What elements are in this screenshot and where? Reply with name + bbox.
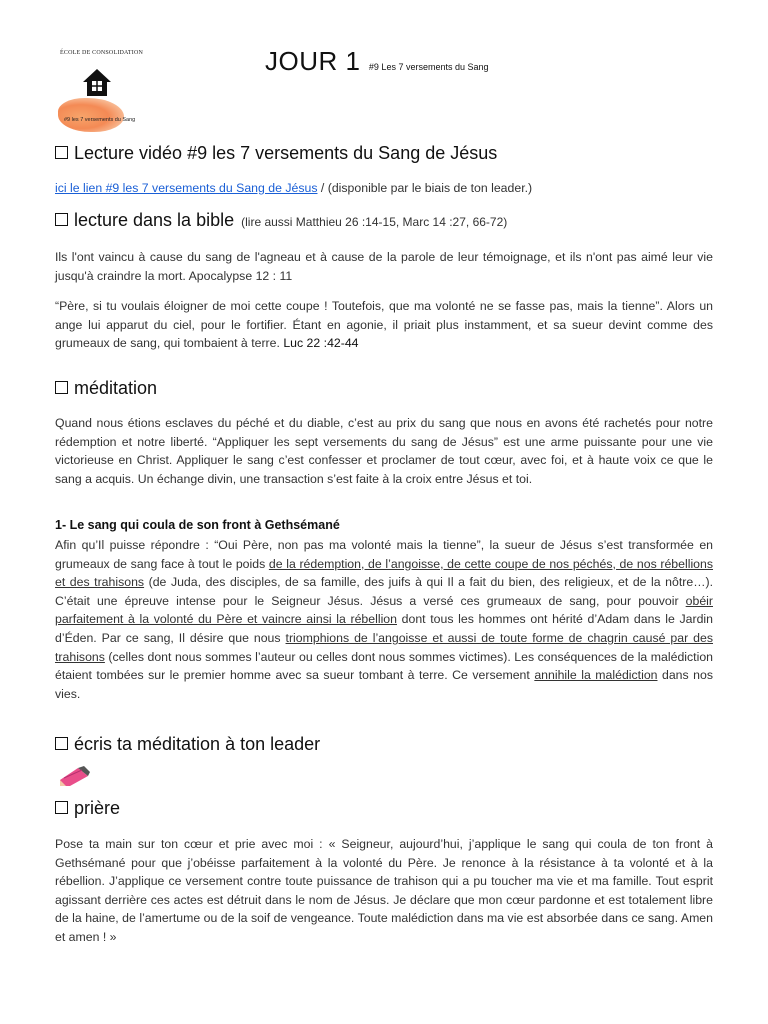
lesson-subtitle: #9 Les 7 versements du Sang bbox=[368, 62, 489, 72]
video-link-note: / (disponible par le biais de ton leader.) bbox=[317, 181, 533, 195]
prayer-checkbox[interactable] bbox=[55, 801, 68, 814]
bible-verse-2-text: “Père, si tu voulais éloigner de moi cette coupe ! Toutefois, que ma volonté ne se fasse pas, mais la tienne”. Alors un ange lui apparut du ciel, pour le fortifier. Étant en agonie, il priait plus instamment, et sa sueur devint comme des grumeaux de sang, qui tombaient à terre. bbox=[55, 299, 713, 351]
write-heading-text: écris ta méditation à ton leader bbox=[74, 734, 321, 754]
pencil-icon bbox=[58, 764, 90, 786]
bible-verse-2-ref: Luc 22 :42-44 bbox=[283, 336, 359, 351]
bible-verse-1: Ils l'ont vaincu à cause du sang de l'agneau et à cause de la parole de leur témoignage, et ils n'ont pas aimé leur vie jusqu'à craindre la mort. Apocalypse 12 : 11 bbox=[55, 250, 713, 283]
underlined-text: obéir parfaitement à la volonté du Père et vaincre ainsi la rébellion bbox=[55, 593, 713, 627]
video-heading bbox=[55, 143, 497, 164]
prayer-heading bbox=[55, 798, 120, 819]
logo-caption: #9 les 7 versements du Sang bbox=[64, 117, 136, 123]
underlined-text: triomphions de l’angoisse et aussi de toute forme de chagrin causé par des trahisons bbox=[55, 630, 713, 664]
bible-heading-text: lecture dans la bible bbox=[74, 210, 235, 230]
meditation-checkbox[interactable] bbox=[55, 381, 68, 394]
meditation-subheading: 1- Le sang qui coula de son front à Gethsémané bbox=[55, 518, 340, 532]
house-icon bbox=[82, 68, 112, 98]
meditation-heading-text: méditation bbox=[74, 378, 158, 398]
prayer-heading-text: prière bbox=[74, 798, 121, 818]
video-link-line bbox=[55, 179, 713, 198]
text-run: dans nos vies. bbox=[55, 668, 714, 701]
underlined-text: de la rédemption, de l’angoisse, de cette coupe de nos péchés, de nos rébellions et des trahisons bbox=[55, 556, 714, 590]
write-heading bbox=[55, 734, 320, 755]
text-run: (de Juda, des disciples, de sa famille, des juifs à qui Il a fait du bien, des religieux, et de la nôtre…). C’était une épreuve intense pour le Seigneur Jésus. Jésus a versé ces grumeaux de sang, pour pouvoir bbox=[55, 575, 714, 608]
logo-background-shape bbox=[58, 98, 124, 132]
write-checkbox[interactable] bbox=[55, 737, 68, 750]
bible-heading-note: (lire aussi Matthieu 26 :14-15, Marc 14 :27, 66-72) bbox=[241, 215, 508, 229]
text-run: dont tous les hommes ont hérité d’Adam dans le Jardin d’Éden. Par ce sang, Il désire que nous bbox=[55, 612, 713, 645]
logo-school-name: ÉCOLE DE CONSOLIDATION bbox=[60, 50, 144, 56]
meditation-heading bbox=[55, 378, 157, 399]
page-title bbox=[265, 46, 489, 77]
underlined-text: annihile la malédiction bbox=[534, 668, 658, 683]
video-checkbox[interactable] bbox=[55, 146, 68, 159]
bible-checkbox[interactable] bbox=[55, 213, 68, 226]
school-logo bbox=[58, 50, 144, 130]
text-run: (celles dont nous sommes l’auteur ou celles dont nous sommes victimes). Les conséquences de la malédiction étaient tombées sur le premier homme avec sa sueur tombant à terre. Ce versement bbox=[55, 649, 713, 683]
prayer-paragraph: Pose ta main sur ton cœur et prie avec moi : « Seigneur, aujourd’hui, j’applique le sang qui coula de ton front à Gethsémané pour que j’obéisse parfaitement à la volonté du Père. Je renonce à la résistance à ta volonté et à la rébellion. J’applique ce versement contre toute puissance de trahison qui a pu toucher ma vie et ma famille. Tout esprit agissant derrière ces actes est détruit dans le nom de Jésus. Je déclare que mon cœur pardonne et est totalement libre de la haine, de l’amertume ou de la soif de vengeance. Toute malédiction dans ma vie est absorbée dans ce sang. Amen et amen ! » bbox=[55, 837, 713, 944]
bible-heading bbox=[55, 210, 507, 231]
video-heading-text: Lecture vidéo #9 les 7 versements du Sang de Jésus bbox=[74, 143, 498, 163]
video-link[interactable]: ici le lien #9 les 7 versements du Sang de Jésus bbox=[55, 181, 318, 195]
meditation-paragraph: Quand nous étions esclaves du péché et du diable, c’est au prix du sang que nous en avons été rachetés pour notre rédemption et notre liberté. “Appliquer les sept versements du sang de Jésus” est une arme puissante pour une vie victorieuse en Christ. Appliquer le sang c’est confesser et proclamer de tout cœur, avec foi, et à haute voix ce que le sang a acquis. Un échange divin, une transaction s’est faite à la croix entre Jésus et toi. bbox=[55, 416, 713, 486]
meditation-point-1 bbox=[55, 536, 713, 703]
day-title: JOUR 1 bbox=[265, 46, 361, 76]
bible-verse-2 bbox=[55, 297, 713, 353]
text-run: Afin qu’Il puisse répondre : “Oui Père, non pas ma volonté mais la tienne”, la sueur de Jésus s’est transformée en grumeaux de sang face à tout le poids bbox=[55, 538, 713, 571]
